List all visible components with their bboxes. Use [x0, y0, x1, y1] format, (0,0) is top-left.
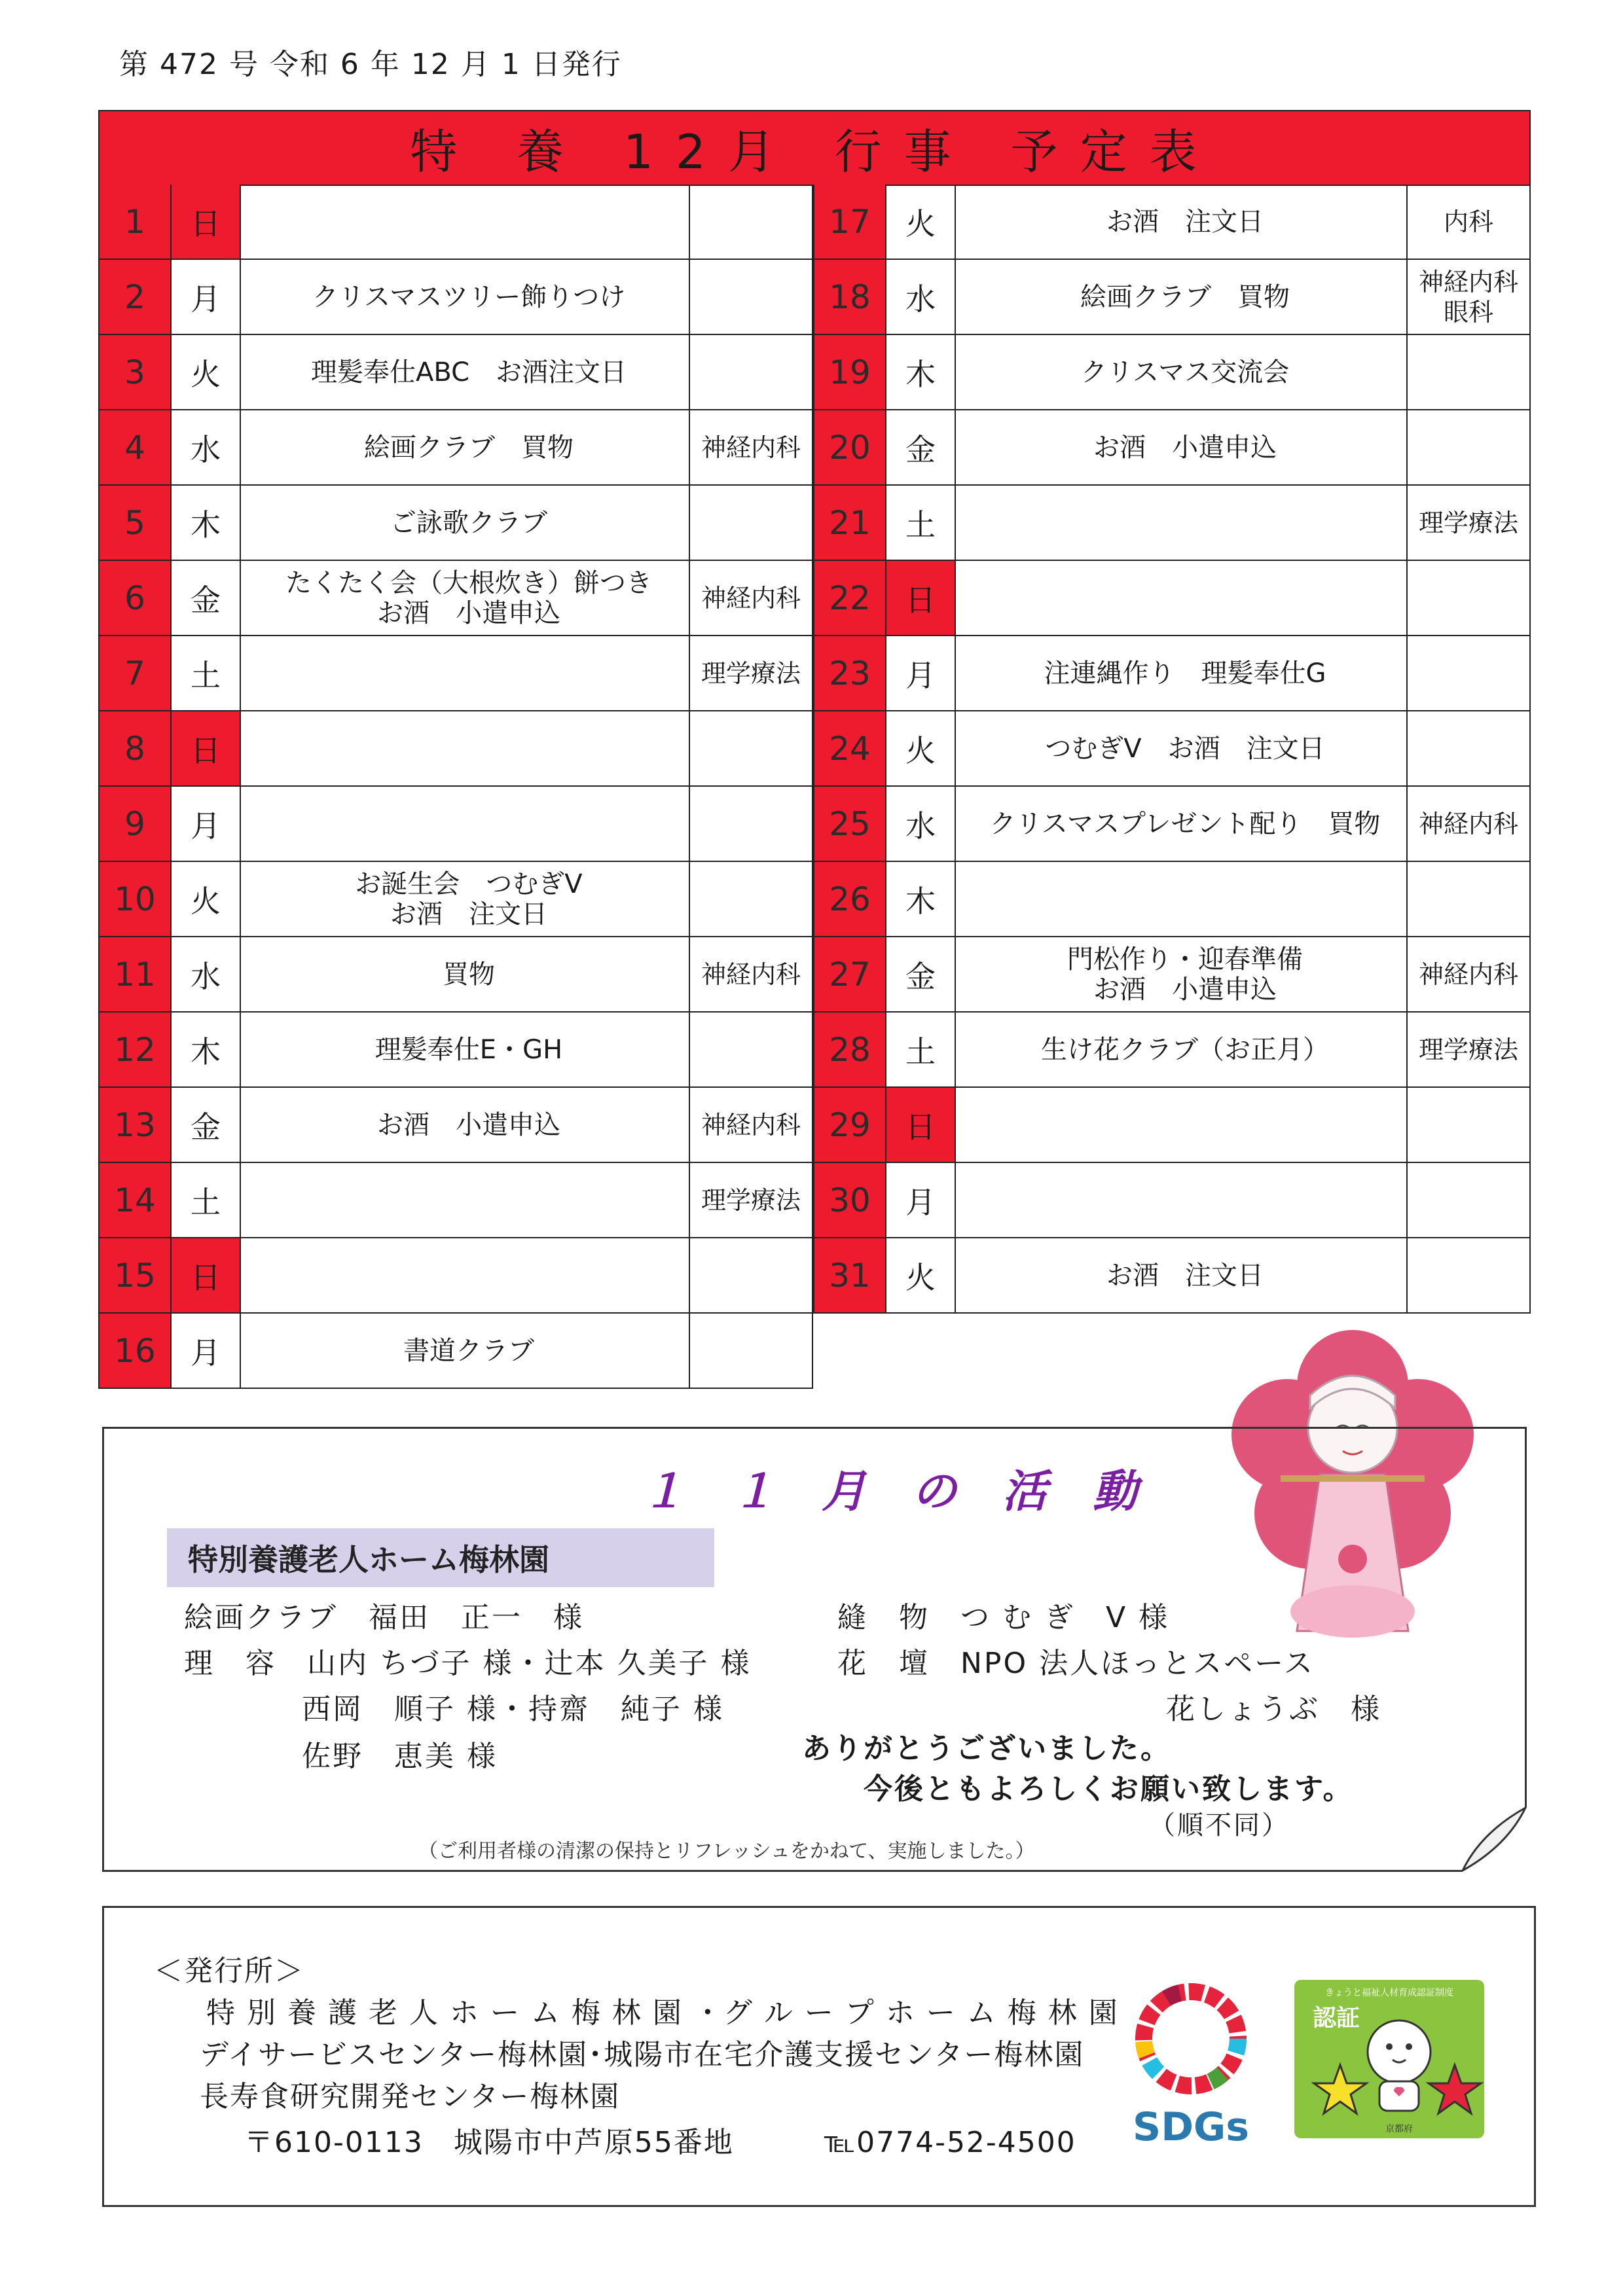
weekday: 土	[172, 636, 241, 710]
thanks-line: ありがとうございました。	[802, 1732, 1171, 1765]
event-cell	[241, 335, 690, 409]
event-cell	[241, 711, 690, 785]
day-number: 18	[814, 260, 886, 334]
medical-text: 神経内科	[1418, 960, 1518, 989]
certification-icon	[1294, 1980, 1484, 2138]
schedule-row	[813, 561, 1531, 636]
event-cell	[241, 787, 690, 861]
medical-cell	[1408, 1163, 1529, 1237]
event-cell	[241, 486, 690, 560]
event-cell	[241, 1163, 690, 1237]
schedule-row	[813, 862, 1531, 937]
day-number: 4	[100, 410, 172, 484]
weekday: 日	[886, 1088, 956, 1162]
medical-cell	[1408, 636, 1529, 710]
day-number: 6	[100, 561, 172, 635]
sdgs-logo	[1119, 1973, 1263, 2157]
schedule-row	[98, 486, 813, 561]
publisher-label: ＜発行所＞	[154, 1954, 304, 1988]
activity-line: 理 容 山内 ちづ子 様・辻本 久美子 様	[184, 1647, 752, 1680]
schedule-row	[813, 260, 1531, 335]
schedule-row	[813, 335, 1531, 410]
event-text: 買物	[443, 959, 495, 990]
medical-cell	[690, 561, 812, 635]
thanks-line: 今後ともよろしくお願い致します。	[864, 1772, 1354, 1806]
event-cell	[956, 260, 1408, 334]
medical-cell	[1408, 486, 1529, 560]
day-number: 31	[814, 1238, 886, 1312]
schedule-row	[98, 1238, 813, 1314]
event-cell	[241, 410, 690, 484]
event-text: お酒 小遣申込	[377, 1109, 560, 1140]
event-cell	[956, 561, 1408, 635]
medical-text: 神経内科	[701, 583, 801, 613]
schedule-row	[98, 335, 813, 410]
schedule-column-right	[813, 185, 1531, 1314]
schedule-row	[98, 1314, 813, 1389]
facility-tag: 特別養護老人ホーム梅林園	[167, 1528, 714, 1587]
medical-text: 理学療法	[1418, 1035, 1518, 1064]
event-text: クリスマスプレゼント配り 買物	[989, 808, 1381, 839]
weekday: 金	[172, 1088, 241, 1162]
sdgs-text: SDGs	[1133, 2104, 1249, 2150]
day-number: 30	[814, 1163, 886, 1237]
day-number: 24	[814, 711, 886, 785]
day-number: 16	[100, 1314, 172, 1388]
weekday: 木	[886, 862, 956, 936]
event-cell	[241, 862, 690, 936]
medical-cell	[690, 335, 812, 409]
event-text: お酒 小遣申込	[1093, 974, 1277, 1005]
schedule-row	[98, 1163, 813, 1238]
medical-text: 神経内科	[701, 960, 801, 989]
schedule-row	[98, 787, 813, 862]
schedule-row	[813, 185, 1531, 260]
weekday: 月	[172, 1314, 241, 1388]
cert-main-text: 認証	[1313, 2005, 1360, 2032]
weekday: 木	[172, 1013, 241, 1086]
medical-cell	[1408, 1088, 1529, 1162]
medical-text: 眼科	[1443, 297, 1493, 327]
weekday: 木	[886, 335, 956, 409]
schedule-row	[813, 1238, 1531, 1314]
weekday: 水	[172, 410, 241, 484]
schedule-row	[813, 410, 1531, 486]
activities-footnote: （ご利用者様の清潔の保持とリフレッシュをかねて、実施しました。）	[418, 1840, 1035, 1863]
event-text: お酒 注文日	[1106, 206, 1264, 237]
medical-text: 内科	[1443, 207, 1493, 236]
schedule-table	[98, 110, 1531, 1391]
day-number: 20	[814, 410, 886, 484]
medical-cell	[1408, 711, 1529, 785]
weekday: 火	[172, 862, 241, 936]
event-text: お誕生会 つむぎV	[355, 869, 583, 899]
medical-cell	[690, 937, 812, 1011]
event-cell	[956, 1088, 1408, 1162]
publisher-line: デイサービスセンター梅林園･城陽市在宅介護支援センター梅林園	[200, 2038, 1085, 2072]
medical-cell	[690, 711, 812, 785]
weekday: 水	[886, 787, 956, 861]
schedule-row	[813, 711, 1531, 787]
medical-text: 理学療法	[701, 1185, 801, 1215]
medical-text: 理学療法	[1418, 508, 1518, 537]
activity-line: 花しょうぶ 様	[1166, 1693, 1381, 1726]
medical-cell	[1408, 862, 1529, 936]
event-cell	[956, 1238, 1408, 1312]
day-number: 9	[100, 787, 172, 861]
schedule-row	[98, 1088, 813, 1163]
schedule-row	[98, 561, 813, 636]
medical-cell	[1408, 335, 1529, 409]
day-number: 17	[814, 185, 886, 259]
day-number: 3	[100, 335, 172, 409]
event-cell	[956, 862, 1408, 936]
weekday: 金	[886, 410, 956, 484]
day-number: 1	[100, 185, 172, 259]
event-cell	[956, 1013, 1408, 1086]
day-number: 11	[100, 937, 172, 1011]
event-cell	[241, 561, 690, 635]
day-number: 22	[814, 561, 886, 635]
event-text: 理髪奉仕ABC お酒注文日	[310, 357, 627, 387]
day-number: 8	[100, 711, 172, 785]
schedule-row	[98, 260, 813, 335]
day-number: 21	[814, 486, 886, 560]
medical-cell	[1408, 937, 1529, 1011]
event-cell	[241, 636, 690, 710]
medical-text: 神経内科	[1418, 267, 1518, 296]
medical-cell	[690, 1013, 812, 1086]
event-cell	[241, 1013, 690, 1086]
event-text: つむぎV お酒 注文日	[1045, 733, 1325, 764]
weekday: 月	[886, 1163, 956, 1237]
schedule-row	[813, 1088, 1531, 1163]
medical-cell	[1408, 1013, 1529, 1086]
medical-text: 神経内科	[701, 1110, 801, 1139]
medical-cell	[690, 862, 812, 936]
day-number: 7	[100, 636, 172, 710]
schedule-row	[813, 1013, 1531, 1088]
event-cell	[956, 335, 1408, 409]
order-note: （順不同）	[1149, 1810, 1290, 1840]
weekday: 日	[886, 561, 956, 635]
event-text: ご詠歌クラブ	[390, 507, 547, 538]
schedule-column-left	[98, 185, 813, 1389]
event-cell	[241, 1238, 690, 1312]
publisher-box	[102, 1906, 1536, 2207]
schedule-row	[813, 787, 1531, 862]
event-text: 注連縄作り 理髪奉仕G	[1044, 658, 1326, 689]
event-cell	[956, 711, 1408, 785]
cert-top-text: きょうと福祉人材育成認証制度	[1325, 1988, 1453, 1998]
weekday: 水	[886, 260, 956, 334]
event-text: お酒 小遣申込	[377, 598, 560, 628]
event-cell	[956, 486, 1408, 560]
weekday: 月	[172, 260, 241, 334]
medical-cell	[690, 1238, 812, 1312]
weekday: 土	[172, 1163, 241, 1237]
medical-cell	[1408, 260, 1529, 334]
medical-cell	[690, 260, 812, 334]
weekday: 火	[886, 185, 956, 259]
schedule-row	[98, 636, 813, 711]
schedule-row	[813, 636, 1531, 711]
medical-text: 神経内科	[701, 433, 801, 462]
event-cell	[956, 787, 1408, 861]
day-number: 19	[814, 335, 886, 409]
weekday: 土	[886, 486, 956, 560]
activity-line: 西岡 順子 様・持齋 純子 様	[302, 1693, 724, 1726]
schedule-title: 特 養 12月 行事 予定表	[98, 110, 1531, 186]
medical-cell	[690, 410, 812, 484]
november-activities-box	[102, 1427, 1527, 1872]
certification-badge	[1294, 1980, 1484, 2138]
day-number: 10	[100, 862, 172, 936]
medical-cell	[1408, 185, 1529, 259]
event-text: たくたく会（大根炊き）餅つき	[285, 567, 652, 598]
day-number: 14	[100, 1163, 172, 1237]
schedule-row	[98, 185, 813, 260]
schedule-row	[813, 1163, 1531, 1238]
activity-line: 佐野 恵美 様	[302, 1740, 498, 1773]
event-text: 生け花クラブ（お正月）	[1041, 1034, 1329, 1065]
day-number: 2	[100, 260, 172, 334]
day-number: 5	[100, 486, 172, 560]
day-number: 13	[100, 1088, 172, 1162]
medical-cell	[1408, 1238, 1529, 1312]
event-cell	[956, 636, 1408, 710]
medical-cell	[690, 1088, 812, 1162]
event-text: お酒 注文日	[1106, 1260, 1264, 1291]
weekday: 火	[172, 335, 241, 409]
day-number: 12	[100, 1013, 172, 1086]
day-number: 26	[814, 862, 886, 936]
medical-cell	[1408, 410, 1529, 484]
day-number: 15	[100, 1238, 172, 1312]
event-cell	[241, 937, 690, 1011]
event-text: 絵画クラブ 買物	[1080, 281, 1290, 312]
event-text: お酒 小遣申込	[1093, 432, 1277, 463]
weekday: 月	[172, 787, 241, 861]
publisher-address: 〒610-0113 城陽市中芦原55番地 ℡0774-52-4500	[244, 2126, 1076, 2159]
publisher-line: 長寿食研究開発センター梅林園	[200, 2080, 621, 2113]
schedule-row	[98, 862, 813, 937]
event-cell	[956, 185, 1408, 259]
day-number: 23	[814, 636, 886, 710]
day-number: 28	[814, 1013, 886, 1086]
medical-cell	[690, 1163, 812, 1237]
event-text: 理髪奉仕E・GH	[374, 1034, 563, 1065]
medical-text: 神経内科	[1418, 809, 1518, 838]
weekday: 火	[886, 1238, 956, 1312]
event-text: 絵画クラブ 買物	[364, 432, 574, 463]
activities-title: １１月の活動	[641, 1466, 1184, 1518]
schedule-row	[813, 486, 1531, 561]
weekday: 土	[886, 1013, 956, 1086]
schedule-row	[98, 711, 813, 787]
schedule-row	[813, 937, 1531, 1013]
schedule-row	[98, 1013, 813, 1088]
day-number: 29	[814, 1088, 886, 1162]
schedule-row	[98, 410, 813, 486]
weekday: 火	[886, 711, 956, 785]
weekday: 金	[886, 937, 956, 1011]
weekday: 月	[886, 636, 956, 710]
weekday: 水	[172, 937, 241, 1011]
weekday: 日	[172, 1238, 241, 1312]
event-text: お酒 注文日	[390, 899, 547, 929]
activity-line: 花 壇 NPO 法人ほっとスペース	[837, 1647, 1315, 1680]
schedule-row	[98, 937, 813, 1013]
weekday: 日	[172, 711, 241, 785]
event-cell	[956, 410, 1408, 484]
medical-cell	[690, 1314, 812, 1388]
event-cell	[241, 1088, 690, 1162]
event-cell	[956, 937, 1408, 1011]
event-cell	[241, 1314, 690, 1388]
weekday: 金	[172, 561, 241, 635]
page-curl-icon	[1461, 1806, 1527, 1872]
cert-bottom-text: 京都府	[1385, 2124, 1413, 2134]
event-text: クリスマス交流会	[1080, 357, 1290, 387]
issue-info: 第 472 号 令和 6 年 12 月 1 日発行	[119, 48, 622, 81]
weekday: 木	[172, 486, 241, 560]
activity-line: 絵画クラブ 福田 正一 様	[184, 1601, 584, 1634]
medical-cell	[690, 636, 812, 710]
event-cell	[956, 1163, 1408, 1237]
medical-text: 理学療法	[701, 658, 801, 688]
event-text: クリスマスツリー飾りつけ	[312, 281, 626, 312]
event-text: 書道クラブ	[403, 1335, 534, 1366]
activity-line: 縫 物 つ む ぎ V 様	[837, 1601, 1170, 1634]
weekday: 日	[172, 185, 241, 259]
day-number: 25	[814, 787, 886, 861]
medical-cell	[1408, 561, 1529, 635]
event-cell	[241, 185, 690, 259]
medical-cell	[690, 185, 812, 259]
medical-cell	[690, 787, 812, 861]
medical-cell	[1408, 787, 1529, 861]
day-number: 27	[814, 937, 886, 1011]
event-cell	[241, 260, 690, 334]
medical-cell	[690, 486, 812, 560]
publisher-line: 特 別 養 護 老 人 ホ ー ム 梅 林 園 ・グ ル ー プ ホ ー ム 梅 林 園	[206, 1996, 1119, 2030]
event-text: 門松作り・迎春準備	[1067, 944, 1303, 975]
